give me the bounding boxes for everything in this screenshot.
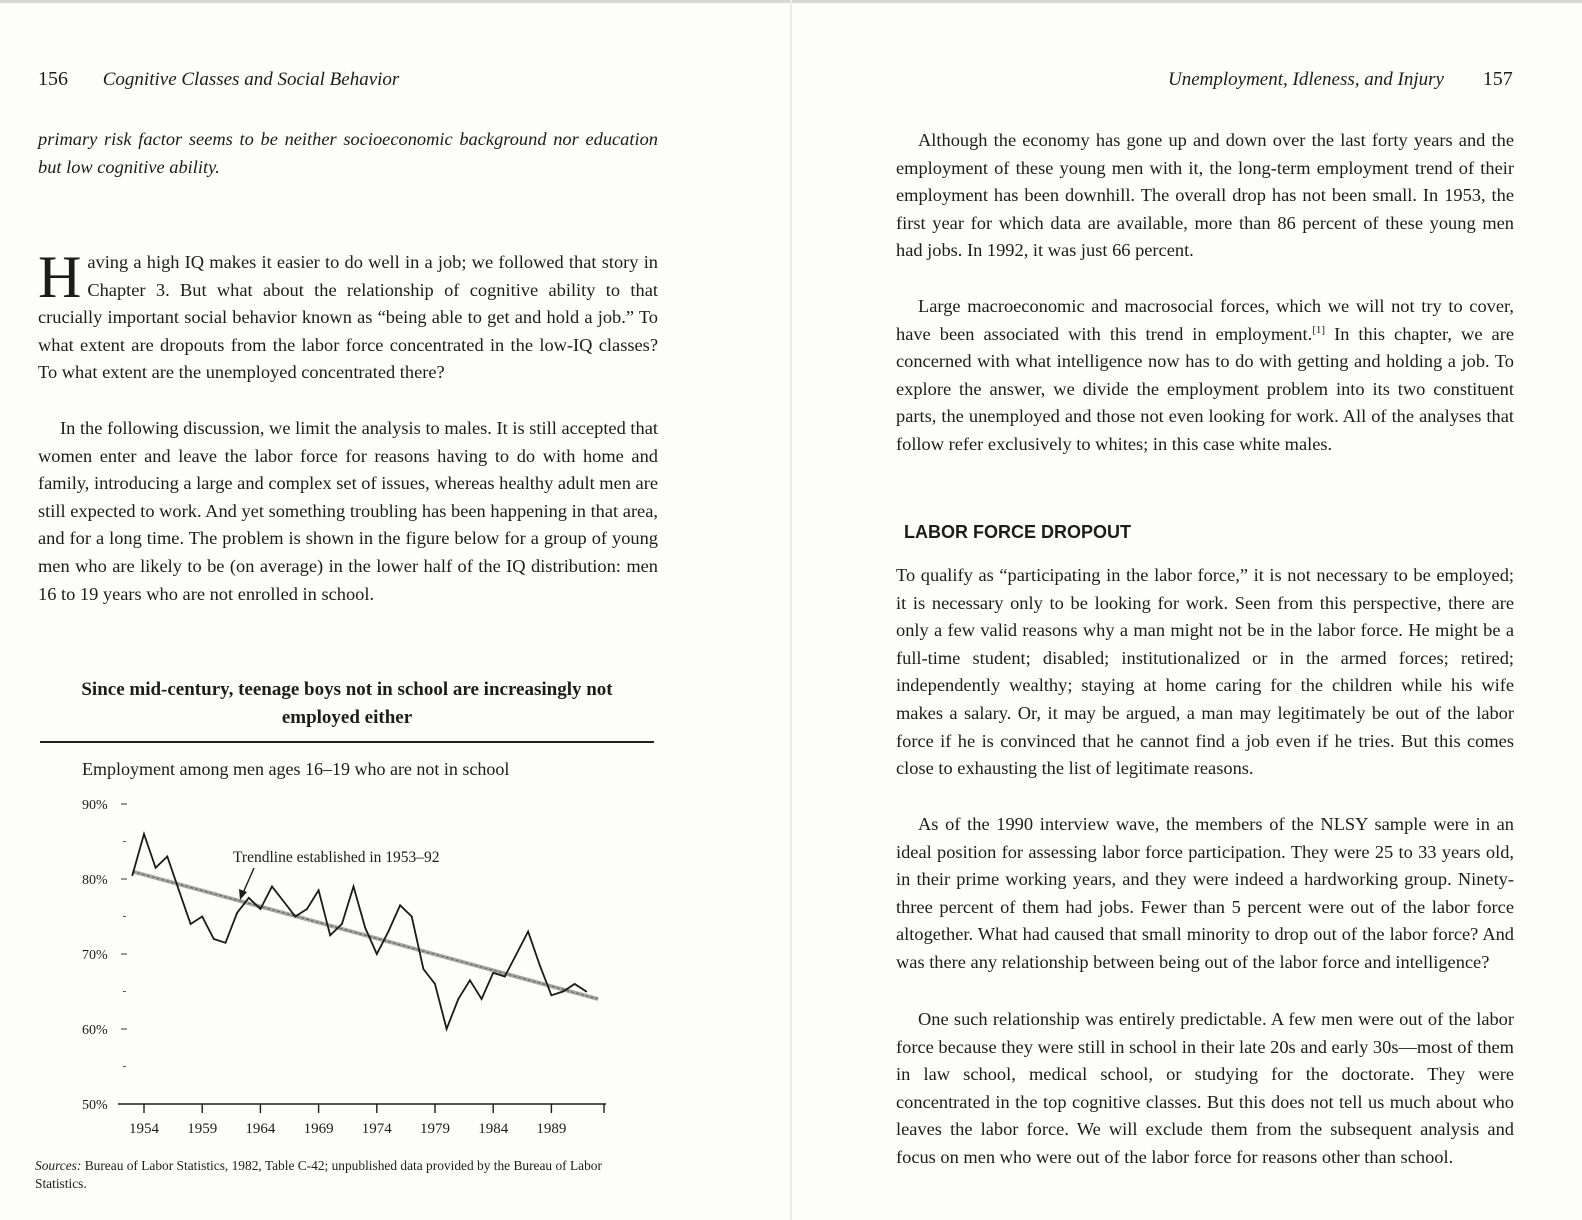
y-tick-label: 50%	[82, 1098, 108, 1113]
employment-data-point	[422, 968, 424, 970]
source-label: Sources:	[35, 1158, 82, 1173]
y-axis	[82, 798, 127, 1113]
employment-data-point	[399, 904, 401, 906]
employment-data-point	[434, 983, 436, 985]
employment-data-point	[516, 953, 518, 955]
right-running-head	[1168, 68, 1513, 91]
employment-data-point	[527, 931, 529, 933]
employment-data-point	[376, 953, 378, 955]
left-page	[0, 0, 790, 1220]
y-tick-label: 80%	[82, 873, 108, 888]
employment-data-point	[178, 889, 180, 891]
x-tick-label: 1974	[361, 1121, 392, 1137]
right-paragraph-2-text-b: In this chapter, we are concerned with what intelligence now has to do with getting and holding a job. To explore the answer, we divide the employment problem into its two constituent parts, the unemployed and those not even looking for work. All of the analyses that follow refer exclusively to whites; in this case white males.	[896, 323, 1514, 454]
employment-data-point	[190, 923, 192, 925]
x-tick-label: 1954	[129, 1121, 159, 1137]
employment-data-point	[294, 916, 296, 918]
figure-title: Since mid-century, teenage boys not in school are increasingly not employed either	[81, 679, 613, 728]
trendline-annotation: Trendline established in 1953–92	[233, 849, 440, 866]
x-tick-label: 1964	[245, 1121, 276, 1137]
running-head-title-right: Unemployment, Idleness, and Injury	[1168, 69, 1444, 90]
x-tick-label: 1969	[303, 1121, 334, 1137]
figure-subtitle: Employment among men ages 16–19 who are not in school	[82, 759, 510, 779]
employment-data-point	[131, 874, 133, 876]
employment-data-point	[283, 901, 285, 903]
employment-data-point	[364, 927, 366, 929]
annotation-arrow-head	[239, 889, 247, 900]
trendline-layer	[132, 872, 598, 1000]
left-paragraph-1-text: aving a high IQ makes it easier to do well in a job; we followed that story in Chapter 3. But what about the relationship of cognitive ability to that crucially important social behavior known as “being able to get and hold a job.” To what extent are dropouts from the labor force concentrated in the low-IQ classes? To what extent are the unemployed concentrated there?	[38, 252, 658, 383]
annotation-layer	[233, 849, 440, 900]
drop-cap: H	[38, 244, 82, 310]
right-paragraph-2	[896, 293, 1514, 459]
employment-data-point	[457, 998, 459, 1000]
employment-data-point	[236, 912, 238, 914]
employment-data-point	[539, 964, 541, 966]
employment-data-point	[341, 923, 343, 925]
employment-data-point	[562, 991, 564, 993]
employment-data-point	[411, 916, 413, 918]
employment-data-point	[260, 908, 262, 910]
employment-data-point	[271, 886, 273, 888]
right-paragraph-3: To qualify as “participating in the labor force,” it is not necessary to be employed; it is necessary only to be looking for work. Seen from this perspective, there are only a few valid reasons why a man might not be in the labor force. He might be a full-time student; disabled; institutionalized or in the armed forces; retired; independently wealthy; staying at home caring for the children while his wife makes a salary. Or, it may be argued, a man may legitimately be out of the labor force if he is convinced that he cannot find a job even if he tries. But this comes close to exhausting the list of legitimate reasons.	[896, 565, 1514, 779]
right-paragraph-1: Although the economy has gone up and down over the last forty years and the employment of these young men with it, the long-term employment trend of their employment has been downhill. The overall drop has not been small. In 1953, the first year for which data are available, more than 86 percent of these young men had jobs. In 1992, it was just 66 percent.	[896, 130, 1514, 261]
employment-data-point	[492, 972, 494, 974]
employment-data-point	[225, 942, 227, 944]
running-head-title-left: Cognitive Classes and Social Behavior	[102, 69, 400, 90]
employment-data-point	[213, 938, 215, 940]
employment-data-point	[446, 1028, 448, 1030]
trendline-core	[132, 872, 598, 1000]
employment-data-point	[306, 908, 308, 910]
intro-italic-text: primary risk factor seems to be neither socioeconomic background nor education but low cognitive ability.	[38, 129, 658, 177]
employment-data-point	[155, 867, 157, 869]
figure-source	[35, 1157, 655, 1193]
right-paragraph-5: One such relationship was entirely predictable. A few men were out of the labor force because they were still in school in their late 20s and early 30s—most of them in law school, medical school, or studying for the doctorate. They were concentrated in the top cognitive classes. But this does not tell us much about who leaves the labor force. We will exclude them from the subsequent analysis and focus on men who were out of the labor force for reasons other than school.	[896, 1009, 1514, 1167]
employment-data-point	[353, 886, 355, 888]
employment-data-point	[585, 991, 587, 993]
source-text: Bureau of Labor Statistics, 1982, Table C-42; unpublished data provided by the Bureau of Labor Statistics.	[35, 1158, 602, 1191]
employment-data-point	[469, 979, 471, 981]
x-tick-label: 1984	[478, 1121, 509, 1137]
y-tick-label: 60%	[82, 1023, 108, 1038]
x-tick-label: 1989	[536, 1121, 567, 1137]
x-axis	[118, 1104, 606, 1137]
y-tick-label: 90%	[82, 798, 108, 813]
employment-data-point	[388, 931, 390, 933]
y-tick-label: 70%	[82, 948, 108, 963]
employment-data-point	[248, 897, 250, 899]
x-tick-label: 1959	[187, 1121, 218, 1137]
employment-data-point	[551, 994, 553, 996]
employment-data-point	[318, 889, 320, 891]
employment-data-point	[143, 833, 145, 835]
right-paragraph-2-text-a: Large macroeconomic and macrosocial forces, which we will not try to cover, have been associated with this trend in employment.	[896, 296, 1514, 344]
footnote-ref: [1]	[1312, 323, 1326, 336]
x-tick-label: 1979	[420, 1121, 450, 1137]
employment-data-point	[201, 916, 203, 918]
employment-data-point	[166, 856, 168, 858]
employment-data-point	[329, 934, 331, 936]
left-paragraph-2: In the following discussion, we limit the analysis to males. It is still accepted that women enter and leave the labor force for reasons having to do with home and family, introducing a large and complex set of issues, whereas healthy adult men are still expected to work. And yet something troubling has been happening in that area, and for a long time. The problem is shown in the figure below for a group of young men who are likely to be (on average) in the lower half of the IQ distribution: men 16 to 19 years who are not enrolled in school.	[38, 418, 658, 604]
employment-data-point	[574, 983, 576, 985]
page-number-left: 156	[38, 68, 68, 90]
employment-data-point	[481, 998, 483, 1000]
section-heading: LABOR FORCE DROPOUT	[904, 522, 1131, 542]
right-paragraph-4: As of the 1990 interview wave, the members of the NLSY sample were in an ideal position for assessing labor force participation. They were 25 to 33 years old, in their prime working years, and they were indeed a hardworking group. Ninety-three percent of them had jobs. Fewer than 5 percent were out of the labor force altogether. What had caused that small minority to drop out of the labor force? And was there any relationship between being out of the labor force and intelligence?	[896, 814, 1514, 972]
page-number-right: 157	[1482, 68, 1513, 90]
annotation-arrow-shaft	[243, 868, 254, 893]
employment-data-point	[504, 976, 506, 978]
employment-line-chart	[0, 0, 790, 1220]
